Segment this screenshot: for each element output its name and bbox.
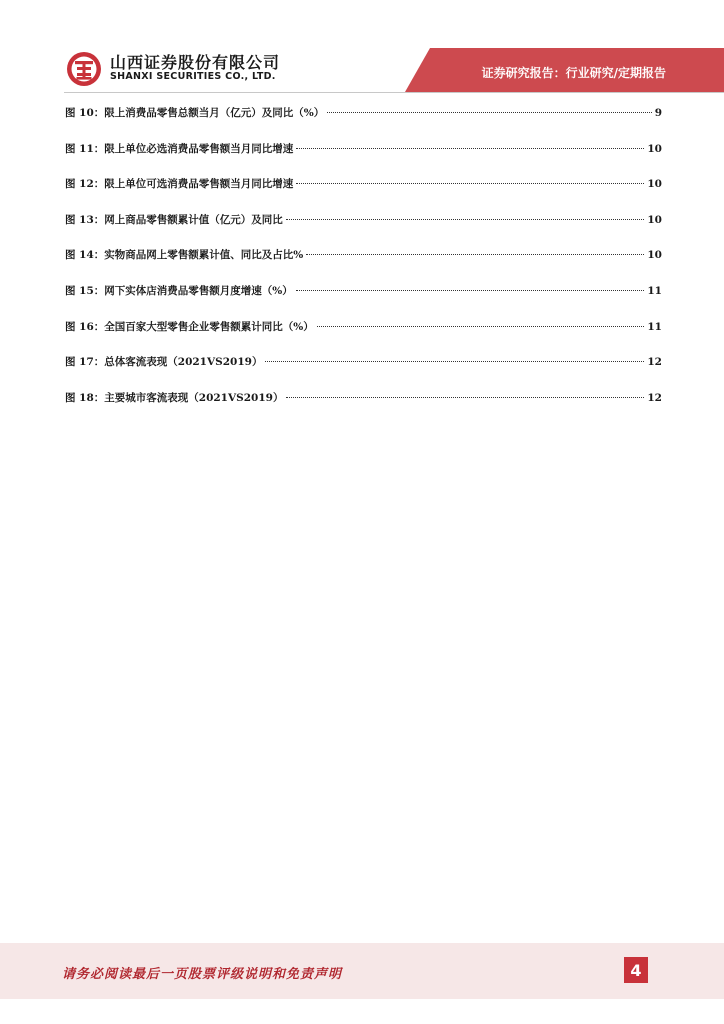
toc-entry[interactable] bbox=[65, 280, 662, 316]
toc-dot-leader bbox=[286, 397, 644, 398]
toc-dot-leader bbox=[317, 326, 645, 327]
toc-entry[interactable] bbox=[65, 244, 662, 280]
toc-dot-leader bbox=[296, 183, 644, 184]
toc-dot-leader bbox=[265, 361, 644, 362]
toc-entry[interactable] bbox=[65, 316, 662, 352]
page-number-badge: 4 bbox=[624, 957, 648, 983]
company-logo-icon bbox=[64, 49, 104, 89]
toc-entry-label: 图 13：网上商品零售额累计值（亿元）及同比 bbox=[65, 213, 283, 226]
toc-entry-page: 10 bbox=[647, 249, 662, 262]
toc-entry-label: 图 11：限上单位必选消费品零售额当月同比增速 bbox=[65, 142, 294, 155]
header-banner bbox=[0, 0, 724, 98]
toc-entry-page: 11 bbox=[647, 284, 662, 297]
header-divider bbox=[64, 92, 724, 93]
toc-entry-label: 图 14：实物商品网上零售额累计值、同比及占比% bbox=[65, 249, 304, 262]
toc-entry-page: 10 bbox=[647, 142, 662, 155]
toc-entry-page: 12 bbox=[647, 391, 662, 404]
figure-list bbox=[65, 102, 662, 422]
toc-entry[interactable] bbox=[65, 138, 662, 174]
toc-entry[interactable] bbox=[65, 209, 662, 245]
toc-entry-page: 10 bbox=[647, 178, 662, 191]
disclaimer-note: 请务必阅读最后一页股票评级说明和免责声明 bbox=[62, 967, 343, 982]
toc-entry-label: 图 18：主要城市客流表现（2021VS2019） bbox=[65, 391, 284, 404]
toc-entry-label: 图 17：总体客流表现（2021VS2019） bbox=[65, 356, 263, 369]
toc-dot-leader bbox=[296, 148, 644, 149]
toc-dot-leader bbox=[286, 219, 645, 220]
company-name-cn: 山西证券股份有限公司 bbox=[110, 53, 281, 72]
toc-entry[interactable] bbox=[65, 102, 662, 138]
toc-entry[interactable] bbox=[65, 351, 662, 387]
toc-entry-label: 图 16：全国百家大型零售企业零售额累计同比（%） bbox=[65, 320, 314, 333]
toc-dot-leader bbox=[296, 290, 645, 291]
toc-entry-label: 图 12：限上单位可选消费品零售额当月同比增速 bbox=[65, 178, 294, 191]
toc-entry-page: 11 bbox=[647, 320, 662, 333]
toc-dot-leader bbox=[327, 112, 651, 113]
toc-entry-label: 图 10：限上消费品零售总额当月（亿元）及同比（%） bbox=[65, 107, 325, 119]
toc-entry-page: 10 bbox=[647, 213, 662, 226]
page-footer bbox=[0, 943, 724, 999]
toc-dot-leader bbox=[306, 254, 644, 255]
toc-entry-page: 12 bbox=[647, 356, 662, 369]
toc-entry-label: 图 15：网下实体店消费品零售额月度增速（%） bbox=[65, 284, 293, 297]
toc-entry[interactable] bbox=[65, 173, 662, 209]
page-header bbox=[0, 0, 724, 98]
report-type-label: 证券研究报告：行业研究/定期报告 bbox=[481, 66, 666, 80]
company-name-en: SHANXI SECURITIES CO., LTD. bbox=[110, 71, 276, 82]
toc-entry[interactable] bbox=[65, 387, 662, 423]
toc-entry-page: 9 bbox=[654, 107, 662, 119]
